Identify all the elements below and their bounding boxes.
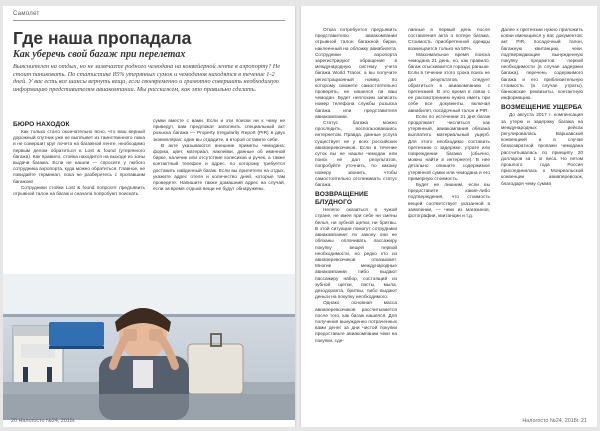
right-column-3 <box>501 28 583 188</box>
paragraph: В акте указываются внешние приметы чемодана: форма, цвет, материал, наклейки, данные об именной бирке, наличие или отсутствие колесиков и ручек, а также контактный телефон и адрес, по которому требуется доставить найденный багаж. Если вы прилетели на отдых, укажите адрес отеля и количество дней, которые там проведете. Напишите также домашний адрес на случай, если за время отдыха вещи не будут обнаружены. <box>153 143 285 193</box>
page-footer-left: 20 Налогосто №24, 2018г. <box>11 418 76 424</box>
left-column-1 <box>13 119 145 198</box>
paragraph: Нелепо оказаться в чужой стране, не имея при себе ни смены белья, ни зубной щетки, ни бритвы. В этой ситуации помогут сотрудники авиакомпании: по закону они не обязаны оплачивать пассажиру покупку вещей первой необходимости, но редко кто из авиаперевозчиков отказывает. Многие международные авиакомпании либо выдают пассажиру набор, состоящий из зубной щетки, пасты, мыла, дезодоранта, бритвы, либо выдают деньги на покупку необходимого. <box>315 208 397 301</box>
paragraph: Если по истечении 21 дня багаж продолжает числиться как утерянный, авиакомпания обязана выплатить материальный ущерб. Для этого необходимо составить претензию о задержке, утрате или повреждении багажа (обычно, можно найти в интернете). В нее детально опишите содержимое утерянной сумки или чемодана и его примерную стоимость. <box>408 114 490 182</box>
paragraph: Однако основная масса авиаперевозчиков рассчитывается после того, как багаж нашелся. Для получения вынужденно потраченных вами денег за дни чистой покупки предоставьте авиакомпании чеки на покупки, сде- <box>315 301 397 344</box>
paragraph: До августа 2017 г. компенсация за утерю и задержку багажа на международных рейсах регулировалась Варшавской конвенцией и в случае безвозвратной пропажи чемодана рассчитывалась по принципу 20 долларов за 1 кг веса. Но летом прошлого года Россия присоединилась к Монреальской конвенции авиаперевозок, благодаря чему сумма <box>501 113 583 187</box>
right-column-1 <box>315 28 397 345</box>
article-title: Где наша пропадала <box>13 28 192 48</box>
paragraph: Максимальное время поиска чемодана 21 день, но, как правило, багаж отыскивается гораздо раньше. Если в течение этого срока поиск не дал результатов, следует обратиться в авиакомпанию с претензией. В это время в связи с ее рассмотрением нужно иметь при себе все документы, включая авиабилет, посадочный талон и PIR. <box>408 52 490 114</box>
article-subtitle: Как уберечь свой багаж при перелетах <box>13 49 186 60</box>
paragraph: Отказ потребуется предъявить представителю авиакомпании отрывной талон багажной бирки, наклеенный на обложку авиабилета. Сотрудники аэропорта зарегистрируют обращение в международную систему учета багажа World Tracer, а вы получите регистрационный номер, по которому сможете самостоятельно проверять, не нашелся ли ваш чемодан. Будет неплохим записать номер телефона службы розыска багажа или представителя авиакомпании. <box>315 28 397 120</box>
section-heading-lost-found: БЮРО НАХОДОК <box>13 121 70 128</box>
left-column-2 <box>153 119 285 193</box>
photo-traveler-at-airport <box>3 274 295 420</box>
paragraph: Далее к претензии нужно приложить копии имеющихся у вас документов: акт PIR, посадочный талон, багажную квитанцию, чеки, подтверждающие вынужденную покупку предметов первой необходимости (в случае задержки багажа), перечень содержимого багажа и его приблизительную стоимость (в случае утраты), банковские реквизиты, контактную информацию. <box>501 28 583 102</box>
paragraph: Как только стало окончательно ясно, что ваш верный дорожный спутник уже не выплывет из таинственного люка и не совершит круг почета на багажной ленте, необходимо первым делом обратиться в Lost & found (утерянного багажа). Как правило, стойка находится на выходе из зоны выдачи багажа. Если не нашли — спросите у любого сотрудника аэропорта, куда можно обратиться. Главное, не покидайте терминал, пока не разберетесь с пропавшим багажом! <box>13 130 146 185</box>
paragraph: сумки вместе с вами. Если и эти поиски ни к чему не приведут, вам предложат заполнить специальный акт розыска багажа — Property Irregularity Report (PIR) в двух экземплярах: один вы отдадите, а второй оставите себе. <box>153 119 285 143</box>
right-column-2 <box>408 28 490 220</box>
page-footer-right: Налогосто №24, 2018г. 21 <box>522 418 587 424</box>
paragraph: Будет не лишним, если вы предоставите какие-либо подтверждения, что стоимость вещей соответствует указанной в заявлении, — чеки из магазинов, фотографии, квитанции и т.д. <box>408 183 490 220</box>
rubric: Самолет <box>13 11 40 17</box>
paragraph: ланные в первый день после составления акта о потере багажа. Стоимость приобретенной одежды возмещается только на 50%. <box>408 28 490 52</box>
article-lead: Выяснителен на отдых, но не замечаете родного чемодана на конвейерной ленте в аэропорту? Не стоит паниковать. По статистике 85% утерянных сумок и чемоданов находятся в течение 1-2 дней. У вас есть все шансы вернуть вещи, если своевременно и грамотно совершить необходимую информацию представителям авиакомпании. Мы расскажем, как это правильно сделать. <box>13 63 281 94</box>
paragraph: Статус багажа можно проследить, воспользовавшись интернетом. Правда, данные услуга существует не у всех российских авиаперевозчиков. Если в течение суток вы не нашли чемодан или поиск не дал результатов, попробуйте уточнить, по какому номеру звонить, чтобы самостоятельно отслеживать статус багажа. <box>315 121 397 189</box>
section-heading-return: ВОЗВРАЩЕНИЕ БЛУДНОГО <box>315 191 369 207</box>
right-page <box>301 6 597 427</box>
paragraph: Сотрудники стойки Lost & found попросят предъявить отрывной талон на багаж и сначала попробуют поискать <box>13 185 145 198</box>
rubric-rule <box>13 20 285 21</box>
section-heading-compensation: ВОЗМЕЩЕНИЕ УЩЕРБА <box>501 104 583 112</box>
airport-photo-illustration <box>3 274 295 420</box>
left-page <box>3 6 295 427</box>
